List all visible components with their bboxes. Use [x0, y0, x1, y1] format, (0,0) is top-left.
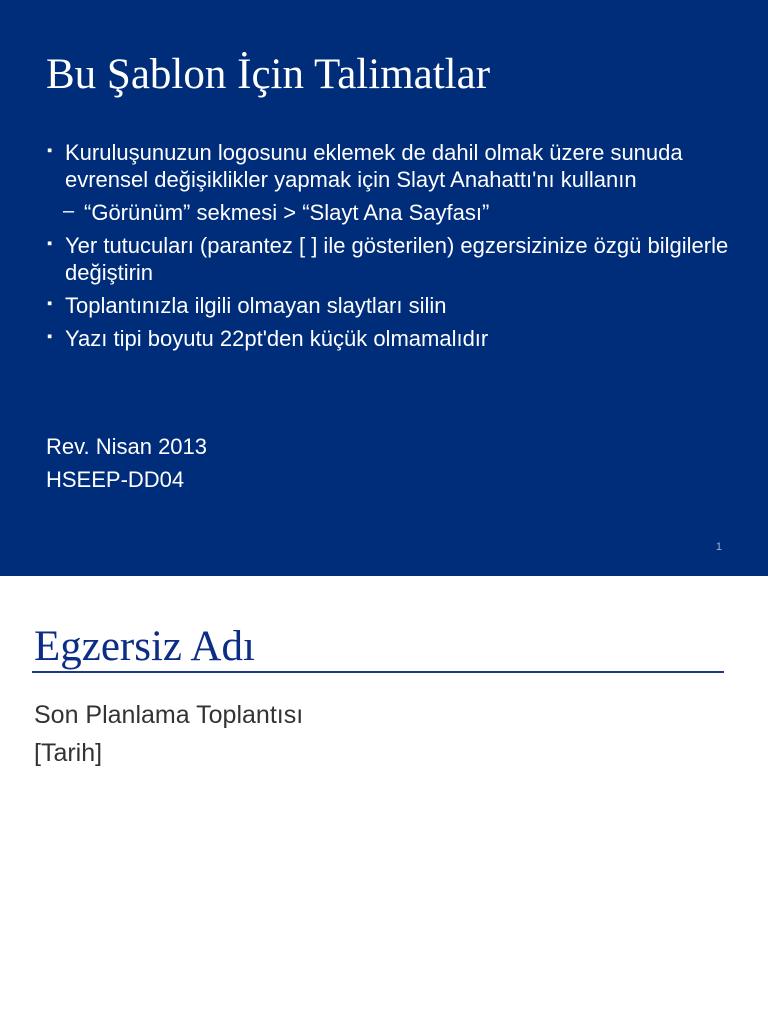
square-bullet-icon: ▪: [47, 295, 53, 312]
title-slide-subtitle: [34, 696, 303, 772]
bullet-text: Yazı tipi boyutu 22pt'den küçük olmamalıdır: [65, 326, 489, 351]
bullet-item: [46, 325, 736, 352]
sub-bullet-item: [46, 199, 736, 226]
meeting-name: Son Planlama Toplantısı: [34, 701, 304, 729]
revision-block: [46, 430, 207, 496]
title-divider: [32, 671, 724, 673]
bullet-item: [46, 232, 736, 286]
square-bullet-icon: ▪: [47, 142, 53, 159]
bullet-item: [46, 139, 736, 193]
slide-number: 1: [715, 541, 722, 553]
sub-bullet-text: “Görünüm” sekmesi > “Slayt Ana Sayfası”: [84, 200, 490, 225]
square-bullet-icon: ▪: [47, 328, 53, 345]
bullet-text: Kuruluşunuzun logosunu eklemek de dahil olmak üzere sunuda evrensel değişiklikler yapmak için Slayt Anahattı'nı kullanın: [65, 140, 683, 192]
instruction-list: [46, 139, 736, 358]
bullet-text: Yer tutucuları (parantez [ ] ile gösterilen) egzersizinize özgü bilgilerle değiştirin: [65, 233, 729, 285]
revision-date: Rev. Nisan 2013: [46, 434, 208, 459]
dash-bullet-icon: –: [63, 200, 75, 222]
bullet-text: Toplantınızla ilgili olmayan slaytları silin: [65, 293, 447, 318]
title-slide: [0, 576, 768, 1024]
document-code: HSEEP-DD04: [46, 467, 185, 492]
exercise-title: Egzersiz Adı: [34, 623, 255, 670]
square-bullet-icon: ▪: [47, 235, 53, 252]
bullet-item: [46, 292, 736, 319]
date-placeholder: [Tarih]: [34, 739, 103, 767]
slide-title: Bu Şablon İçin Talimatlar: [46, 51, 491, 98]
